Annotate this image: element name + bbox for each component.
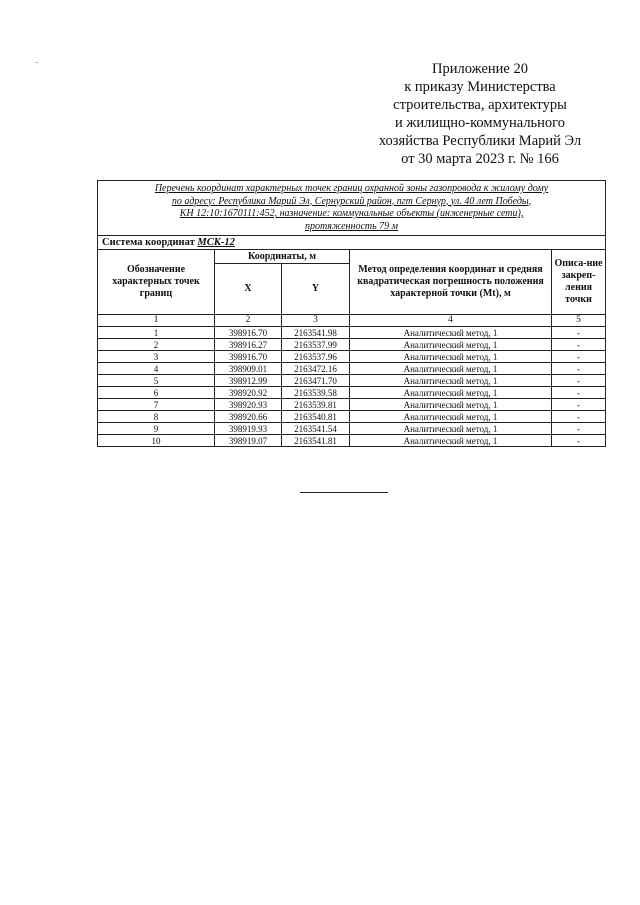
cell-point: 8 [98, 411, 215, 423]
cell-desc: - [552, 351, 606, 363]
cell-point: 7 [98, 399, 215, 411]
header-point: Обозначение характерных точек границ [98, 250, 215, 315]
cell-y: 2163471.70 [282, 375, 350, 387]
cell-desc: - [552, 339, 606, 351]
coordinate-system-code: МСК-12 [197, 237, 235, 248]
cell-x: 398909.01 [215, 363, 282, 375]
table-row [98, 399, 606, 411]
cell-method: Аналитический метод, 1 [350, 399, 552, 411]
cell-point: 6 [98, 387, 215, 399]
table-row [98, 375, 606, 387]
cell-method: Аналитический метод, 1 [350, 339, 552, 351]
cell-y: 2163541.81 [282, 435, 350, 447]
scan-speck [36, 62, 38, 63]
column-number: 5 [552, 315, 606, 327]
header-method: Метод определения координат и средняя квадратическая погрешность положения характерной точки (Mt), м [350, 250, 552, 315]
appendix-line: строительства, архитектуры [393, 97, 567, 113]
cell-x: 398916.70 [215, 351, 282, 363]
cell-y: 2163541.98 [282, 327, 350, 339]
appendix-line: и жилищно-коммунального [394, 115, 566, 131]
appendix-line: Приложение 20 [432, 61, 528, 77]
cell-point: 5 [98, 375, 215, 387]
table-row [98, 435, 606, 447]
cell-x: 398912.99 [215, 375, 282, 387]
cell-x: 398919.93 [215, 423, 282, 435]
header-description: Описа-ние закреп-ления точки [552, 250, 606, 315]
table-title [98, 181, 606, 236]
cell-y: 2163540.81 [282, 411, 350, 423]
cell-desc: - [552, 387, 606, 399]
appendix-line: хозяйства Республики Марий Эл [378, 133, 582, 149]
cell-method: Аналитический метод, 1 [350, 363, 552, 375]
header-x: X [215, 264, 282, 315]
end-rule [300, 492, 388, 493]
cell-method: Аналитический метод, 1 [350, 411, 552, 423]
cell-method: Аналитический метод, 1 [350, 387, 552, 399]
table-title-line: Перечень координат характерных точек границ охранной зоны газопровода к жилому дому [154, 183, 549, 194]
cell-y: 2163539.81 [282, 399, 350, 411]
cell-desc: - [552, 363, 606, 375]
coordinates-table [97, 180, 606, 447]
cell-desc: - [552, 399, 606, 411]
cell-desc: - [552, 375, 606, 387]
cell-method: Аналитический метод, 1 [350, 435, 552, 447]
cell-point: 3 [98, 351, 215, 363]
table-title-line: протяженность 79 м [304, 220, 399, 232]
cell-y: 2163537.99 [282, 339, 350, 351]
table-row [98, 423, 606, 435]
cell-desc: - [552, 423, 606, 435]
cell-x: 398920.93 [215, 399, 282, 411]
coordinate-system-label: Система координат [102, 237, 198, 248]
cell-y: 2163472.16 [282, 363, 350, 375]
table-title-line: КН 12:10:1670111:452, назначение: коммунальные объекты (инженерные сети), [179, 208, 524, 219]
cell-y: 2163537.96 [282, 351, 350, 363]
table-row [98, 339, 606, 351]
appendix-line: от 30 марта 2023 г. № 166 [401, 151, 559, 167]
table-row [98, 363, 606, 375]
table-row [98, 411, 606, 423]
cell-x: 398919.07 [215, 435, 282, 447]
cell-y: 2163541.54 [282, 423, 350, 435]
appendix-line: к приказу Министерства [404, 79, 556, 95]
table-row [98, 351, 606, 363]
column-number: 1 [98, 315, 215, 327]
cell-y: 2163539.58 [282, 387, 350, 399]
column-number-row [98, 315, 606, 327]
cell-desc: - [552, 411, 606, 423]
column-number: 4 [350, 315, 552, 327]
cell-x: 398916.27 [215, 339, 282, 351]
cell-point: 9 [98, 423, 215, 435]
cell-point: 2 [98, 339, 215, 351]
table-title-line: по адресу: Республика Марий Эл, Сернурский район, пгт Сернур, ул. 40 лет Победы, [171, 195, 532, 207]
table-row [98, 327, 606, 339]
table-row [98, 387, 606, 399]
cell-method: Аналитический метод, 1 [350, 375, 552, 387]
cell-method: Аналитический метод, 1 [350, 423, 552, 435]
cell-x: 398920.66 [215, 411, 282, 423]
header-coords: Координаты, м [215, 250, 350, 264]
cell-method: Аналитический метод, 1 [350, 327, 552, 339]
column-number: 3 [282, 315, 350, 327]
header-y: Y [282, 264, 350, 315]
cell-method: Аналитический метод, 1 [350, 351, 552, 363]
cell-point: 10 [98, 435, 215, 447]
cell-desc: - [552, 435, 606, 447]
cell-point: 4 [98, 363, 215, 375]
cell-point: 1 [98, 327, 215, 339]
cell-x: 398916.70 [215, 327, 282, 339]
cell-desc: - [552, 327, 606, 339]
column-number: 2 [215, 315, 282, 327]
cell-x: 398920.92 [215, 387, 282, 399]
coordinate-system [98, 236, 606, 250]
appendix-header [360, 60, 600, 168]
